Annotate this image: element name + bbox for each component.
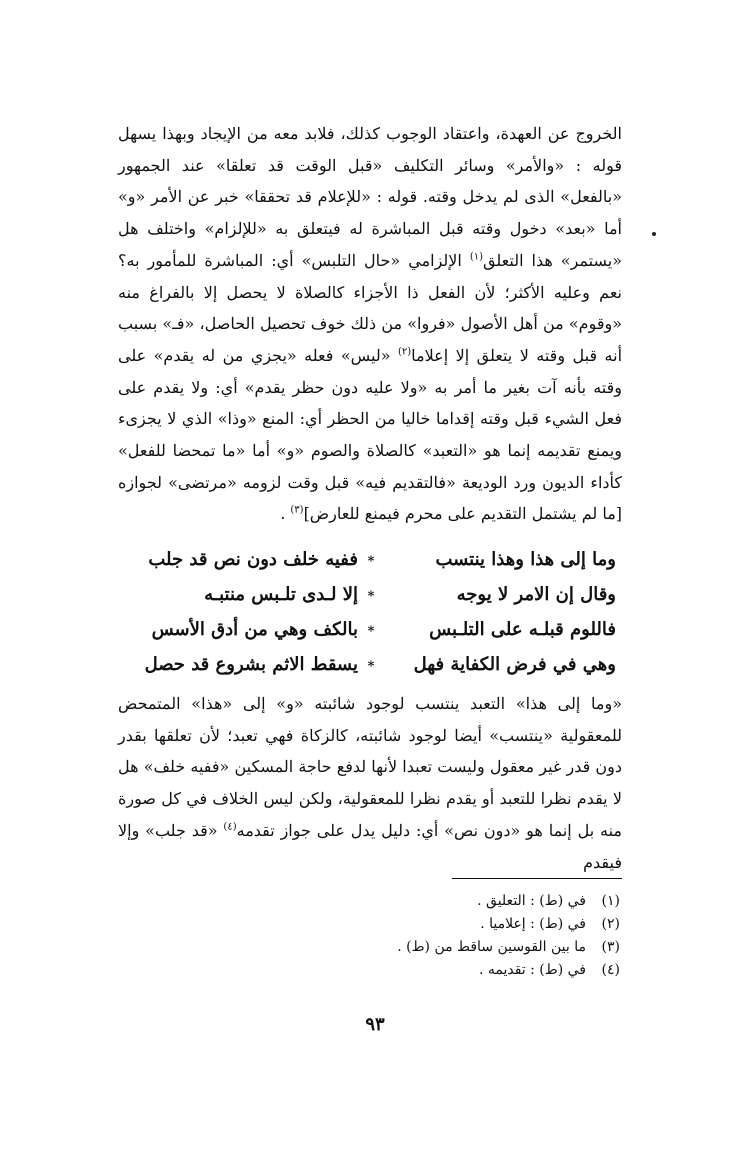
main-text-top [118,118,622,530]
verse-separator: * [367,589,375,604]
verse-first-hemistich: وهي في فرض الكفاية فهل [413,654,616,675]
footnote [300,936,620,959]
verse-first-hemistich: وما إلى هذا وهذا ينتسب [435,549,616,570]
footnote [300,959,620,982]
verse-line [140,647,616,682]
footnote-text: في (ط) : تقديمه . [478,962,586,978]
verse-line [140,577,616,612]
page-number: ٩٣ [365,1014,385,1035]
footnote [300,913,620,936]
commentary-paragraph-1 [118,118,622,530]
footnote-marker-4: (٤) [223,821,237,833]
verse-second-hemistich: يسقط الاثم بشروع قد حصل [144,654,358,675]
verse-separator: * [367,659,375,674]
footnote-number: (١) [601,893,620,909]
verse-first-hemistich: وقال إن الامر لا يوجه [456,584,616,605]
paragraph-text: الإلزامي «حال التلبس» أي: المباشرة للمأمور به؟ نعم وعليه الأكثر؛ لأن الفعل ذا الأجزاء كالصلاة لا يحصل إلا بالفراغ منه «وقوم» من أهل الأصول «فروا» من ذلك خوف تحصيل الحاصل، «فـ» بسبب أنه قبل وقته لا يتعلق إلا إعلاما [118,250,623,365]
poem-verses [140,542,616,682]
footnote-text: في (ط) : التعليق . [477,893,586,909]
footnote-number: (٣) [601,939,620,955]
verse-separator: * [367,624,375,639]
verse-line [140,612,616,647]
footnote-text: ما بين القوسين ساقط من (ط) . [397,939,586,955]
footnote [300,890,620,913]
paragraph-text: «ليس» فعله «يجزي من له يقدم» على وقته بأنه آت بغير ما أمر به «ولا عليه دون حظر يقدم» أي: ولا يقدم على فعل الشيء قبل وقته إقداما خاليا من الحظر أي: المنع «وذا» الذي لا يجزىء ويمنع تقديمه إنما هو «التعبد» كالصلاة والصوم «و» أما «ما تمحضا للفعل» كأداء الديون ورد الوديعة «فالتقديم فيه» قبل وقت لزومه «مرتضى» لجوازه [ما لم يشتمل التقديم على محرم فيمنع للعارض] [118,345,622,524]
paragraph-text: . [280,504,291,524]
footnote-divider [452,878,622,879]
footnotes [300,890,620,982]
margin-mark [652,232,656,236]
footnote-number: (٢) [601,916,620,932]
paragraph-text: «وما إلى هذا» التعبد ينتسب لوجود شائبته «و» إلى «هذا» المتمحض للمعقولية «ينتسب» أيضا لوجود شائبته، كالزكاة فهي تعبد؛ لأن تعلقها بقدر دون قدر غير معقول وليست تعبدا لأنها لدفع حاجة المسكين «ففيه خلف» هل لا يقدم نظرا للتعبد أو يقدم نظرا للمعقولية، ولكن ليس الخلاف في كل صورة منه بل إنما هو «دون نص» أي: دليل يدل على جواز تقدمه [118,694,623,840]
footnote-marker-2: (٢) [397,346,412,358]
commentary-paragraph-2 [118,688,622,878]
footnote-marker-1: (١) [469,251,484,263]
verse-separator: * [367,554,375,569]
verse-second-hemistich: إلا لـدى تلـبس منتبـه [204,584,358,605]
footnote-number: (٤) [601,962,620,978]
verse-second-hemistich: ففيه خلف دون نص قد جلب [148,549,358,570]
verse-second-hemistich: بالكف وهي من أدق الأسس [151,619,358,640]
main-text-bottom [118,688,622,878]
verse-line [140,542,616,577]
verse-first-hemistich: فاللوم قبلـه على التلـبس [429,619,616,640]
paragraph-text: الخروج عن العهدة، واعتقاد الوجوب كذلك، فلابد معه من الإيجاد وبهذا يسهل قوله : «والأمر» وسائر التكليف «قبل الوقت قد تعلقا» عند الجمهور «بالفعل» الذى لم يدخل وقته. قوله : «للإعلام قد تحققا» خبر عن الأمر «و» أما «بعد» دخول وقته قبل المباشرة له فيتعلق به «للإلزام» واختلف هل «يستمر» هذا التعلق [118,124,623,270]
paragraph-text: «قد جلب» وإلا فيقدم [118,820,622,872]
footnote-marker-3: (٣) [290,505,304,517]
footnote-text: في (ط) : إعلاميا . [480,916,586,932]
